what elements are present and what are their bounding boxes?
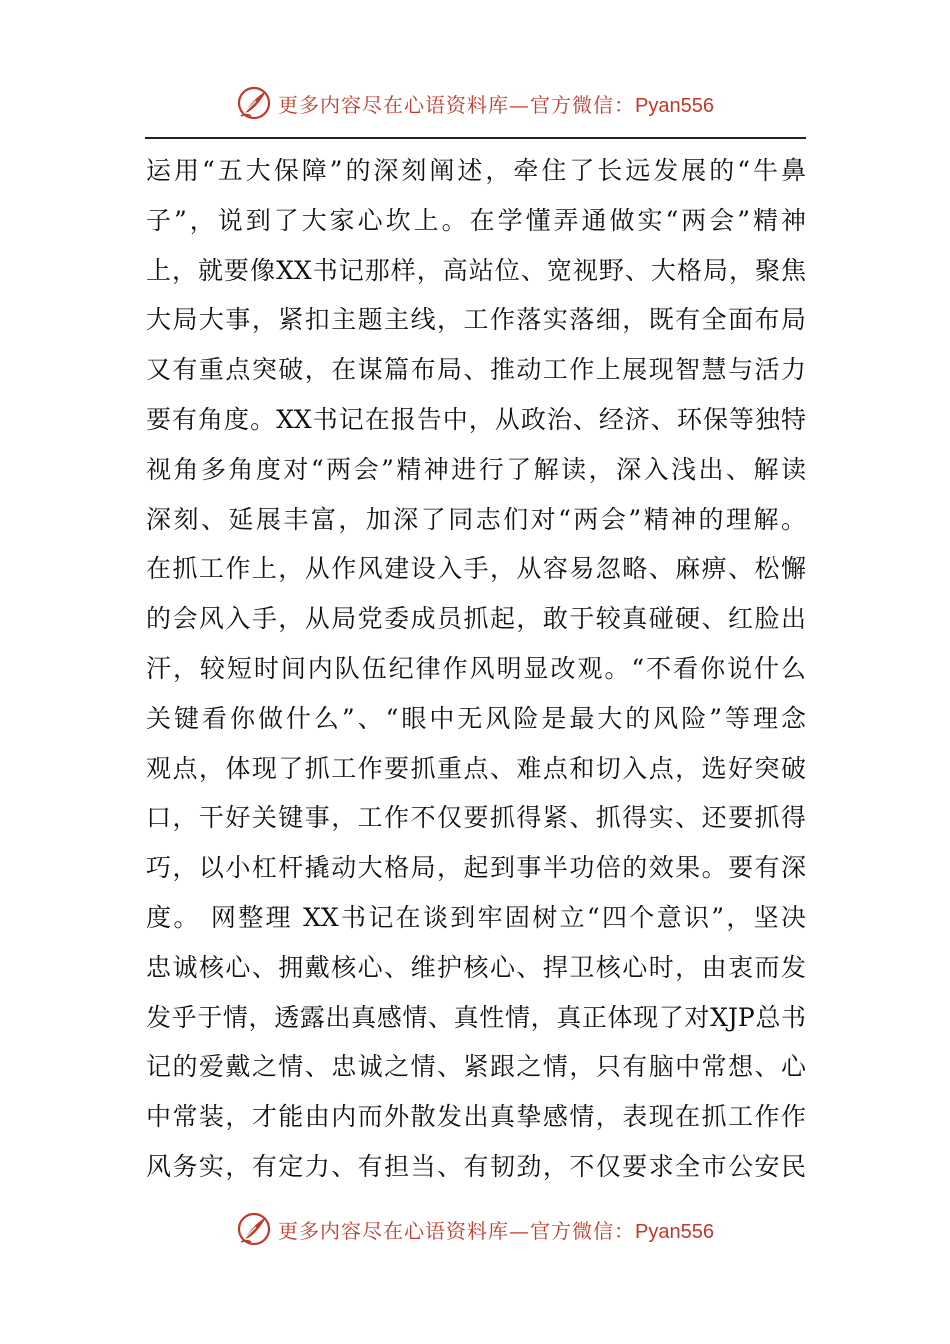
header-banner-main: 更多内容尽在心语资料库 (278, 92, 510, 117)
footer-banner-wechat-label: 官方微信： (530, 1218, 636, 1243)
body-text-line: 忠诚核心、拥戴核心、维护核心、捍卫核心时，由衷而发 (146, 952, 806, 982)
footer-banner-text (278, 1215, 714, 1244)
header-banner-dash: — (509, 92, 531, 117)
header-banner-text (278, 89, 714, 118)
header-banner-wechat-label: 官方微信： (530, 92, 636, 117)
body-text-line: 记的爱戴之情、忠诚之情、紧跟之情，只有脑中常想、心 (146, 1052, 806, 1082)
quill-logo-icon (236, 85, 272, 121)
body-text-line: 度。 网整理 XX书记在谈到牢固树立“四个意识”，坚决 (146, 902, 806, 932)
body-text-line: 要有角度。XX书记在报告中，从政治、经济、环保等独特 (146, 404, 806, 434)
header-banner-wechat-id: Pyan556 (635, 94, 714, 117)
body-text-line: 大局大事，紧扣主题主线，工作落实落细，既有全面布局 (146, 305, 806, 335)
body-text-line: 深刻、延展丰富，加深了同志们对“两会”精神的理解。 (146, 504, 806, 534)
body-text-line: 风务实，有定力、有担当、有韧劲，不仅要求全市公安民 (146, 1151, 806, 1181)
body-text-line: 发乎于情，透露出真感情、真性情，真正体现了对XJP总书 (146, 1002, 806, 1032)
body-text-line: 子”，说到了大家心坎上。在学懂弄通做实“两会”精神 (146, 205, 806, 235)
body-text-line: 口，干好关键事，工作不仅要抓得紧、抓得实、还要抓得 (146, 803, 806, 833)
body-text-line: 运用“五大保障”的深刻阐述，牵住了长远发展的“牛鼻 (146, 156, 806, 185)
body-text-line: 汗，较短时间内队伍纪律作风明显改观。“不看你说什么 (146, 653, 806, 683)
body-text-line: 中常装，才能由内而外散发出真挚感情，表现在抓工作作 (146, 1102, 806, 1132)
footer-banner-dash: — (509, 1218, 531, 1243)
document-body (146, 146, 806, 1192)
header-banner (0, 80, 950, 126)
body-text-line: 的会风入手，从局党委成员抓起，敢于较真碰硬、红脸出 (146, 604, 806, 634)
footer-banner-wechat-id: Pyan556 (635, 1220, 714, 1243)
body-text-line: 观点，体现了抓工作要抓重点、难点和切入点，选好突破 (146, 753, 806, 783)
body-text-line: 上，就要像XX书记那样，高站位、宽视野、大格局，聚焦 (146, 255, 806, 285)
body-text-line: 巧，以小杠杆撬动大格局，起到事半功倍的效果。要有深 (146, 853, 806, 883)
header-divider (145, 137, 806, 139)
footer-banner (0, 1206, 950, 1252)
body-text-line: 又有重点突破，在谋篇布局、推动工作上展现智慧与活力 (146, 355, 806, 385)
body-text-line: 关键看你做什么”、“眼中无风险是最大的风险”等理念 (146, 703, 806, 733)
body-text-line: 视角多角度对“两会”精神进行了解读，深入浅出、解读 (146, 454, 806, 484)
body-text-line: 在抓工作上，从作风建设入手，从容易忽略、麻痹、松懈 (146, 554, 806, 584)
quill-logo-icon (236, 1211, 272, 1247)
footer-banner-main: 更多内容尽在心语资料库 (278, 1218, 510, 1243)
